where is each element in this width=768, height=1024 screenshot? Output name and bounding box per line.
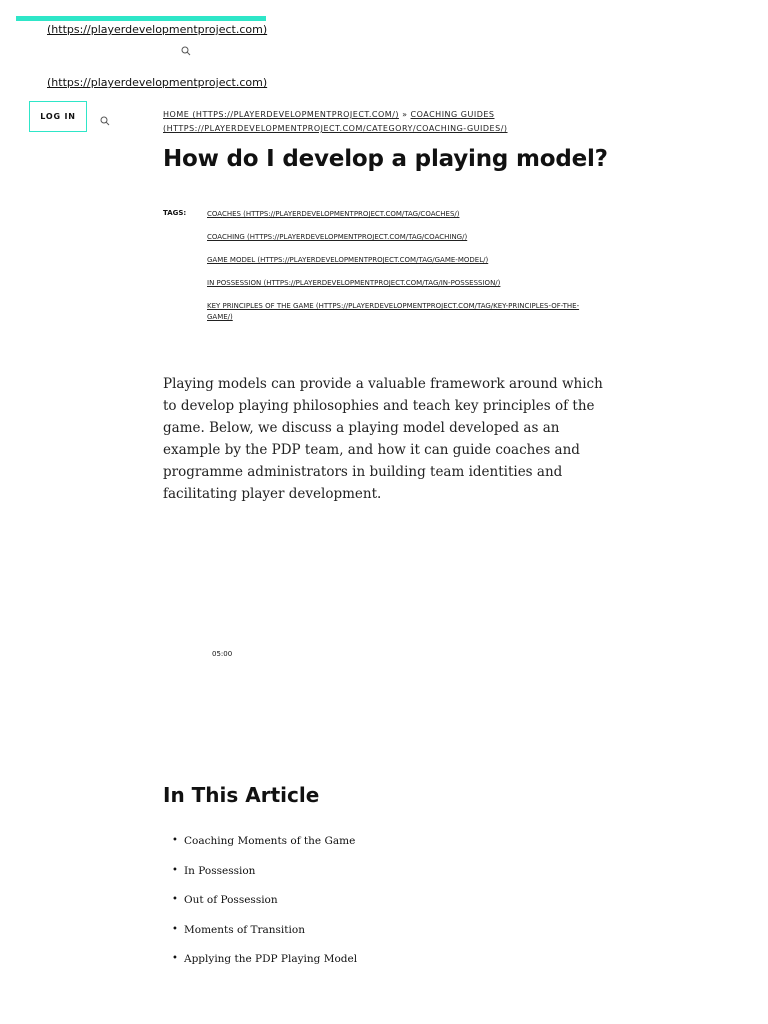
tags-list xyxy=(207,209,602,335)
breadcrumb-coaching-guides-url[interactable]: (HTTPS://PLAYERDEVELOPMENTPROJECT.COM/CATEGORY/COACHING-GUIDES/) xyxy=(163,124,508,133)
breadcrumb-coaching-guides-link[interactable]: COACHING GUIDES xyxy=(410,110,495,119)
bullet-icon: • xyxy=(172,835,178,846)
reading-progress-bar xyxy=(16,16,266,21)
site-logo-link[interactable]: (https://playerdevelopmentproject.com) xyxy=(47,76,268,89)
toc-item[interactable] xyxy=(163,892,357,922)
tag-link-game-model[interactable]: GAME MODEL (HTTPS://PLAYERDEVELOPMENTPROJECT.COM/TAG/GAME-MODEL/) xyxy=(207,256,489,264)
toc-item-label[interactable]: Applying the PDP Playing Model xyxy=(184,953,358,966)
breadcrumb xyxy=(163,108,583,136)
toc-heading: In This Article xyxy=(163,783,320,807)
login-button[interactable]: LOG IN xyxy=(29,101,87,132)
toc-item-label[interactable]: In Possession xyxy=(184,864,256,877)
toc-item[interactable] xyxy=(163,922,357,952)
toc-item-label[interactable]: Out of Possession xyxy=(184,894,278,907)
tags-label: TAGS: xyxy=(163,209,187,217)
tag-link-coaching[interactable]: COACHING (HTTPS://PLAYERDEVELOPMENTPROJECT.COM/TAG/COACHING/) xyxy=(207,233,468,241)
toc-item-label[interactable]: Moments of Transition xyxy=(184,923,305,936)
tag-link-coaches[interactable]: COACHES (HTTPS://PLAYERDEVELOPMENTPROJECT.COM/TAG/COACHES/) xyxy=(207,210,460,218)
bullet-icon: • xyxy=(172,953,178,965)
tag-link-in-possession[interactable]: IN POSSESSION (HTTPS://PLAYERDEVELOPMENTPROJECT.COM/TAG/IN-POSSESSION/) xyxy=(207,279,501,287)
search-icon[interactable] xyxy=(100,111,110,130)
bullet-icon: • xyxy=(172,864,178,876)
video-duration[interactable]: 05:00 xyxy=(212,650,233,658)
page-title: How do I develop a playing model? xyxy=(163,146,608,172)
toc-item[interactable] xyxy=(163,833,357,863)
toc-item[interactable] xyxy=(163,951,357,981)
bullet-icon: • xyxy=(172,923,178,935)
search-icon[interactable] xyxy=(181,41,191,60)
breadcrumb-separator: » xyxy=(402,110,408,119)
site-home-link[interactable]: (https://playerdevelopmentproject.com) xyxy=(47,23,268,36)
toc-list xyxy=(163,833,357,981)
toc-item-label[interactable]: Coaching Moments of the Game xyxy=(184,835,356,847)
article-intro: Playing models can provide a valuable framework around which to develop playing philosophies and teach key principles of the game. Below, we discuss a playing model developed as an example by the PDP team, and how it can guide coaches and programme administrators in building team identities and facilitating player development. xyxy=(163,376,603,502)
tag-link-key-principles[interactable]: KEY PRINCIPLES OF THE GAME (HTTPS://PLAYERDEVELOPMENTPROJECT.COM/TAG/KEY-PRINCIPLES-OF-THE-GAME/) xyxy=(207,302,580,321)
bullet-icon: • xyxy=(172,894,178,906)
toc-item[interactable] xyxy=(163,863,357,893)
breadcrumb-home-link[interactable]: HOME (HTTPS://PLAYERDEVELOPMENTPROJECT.COM/) xyxy=(163,110,400,119)
